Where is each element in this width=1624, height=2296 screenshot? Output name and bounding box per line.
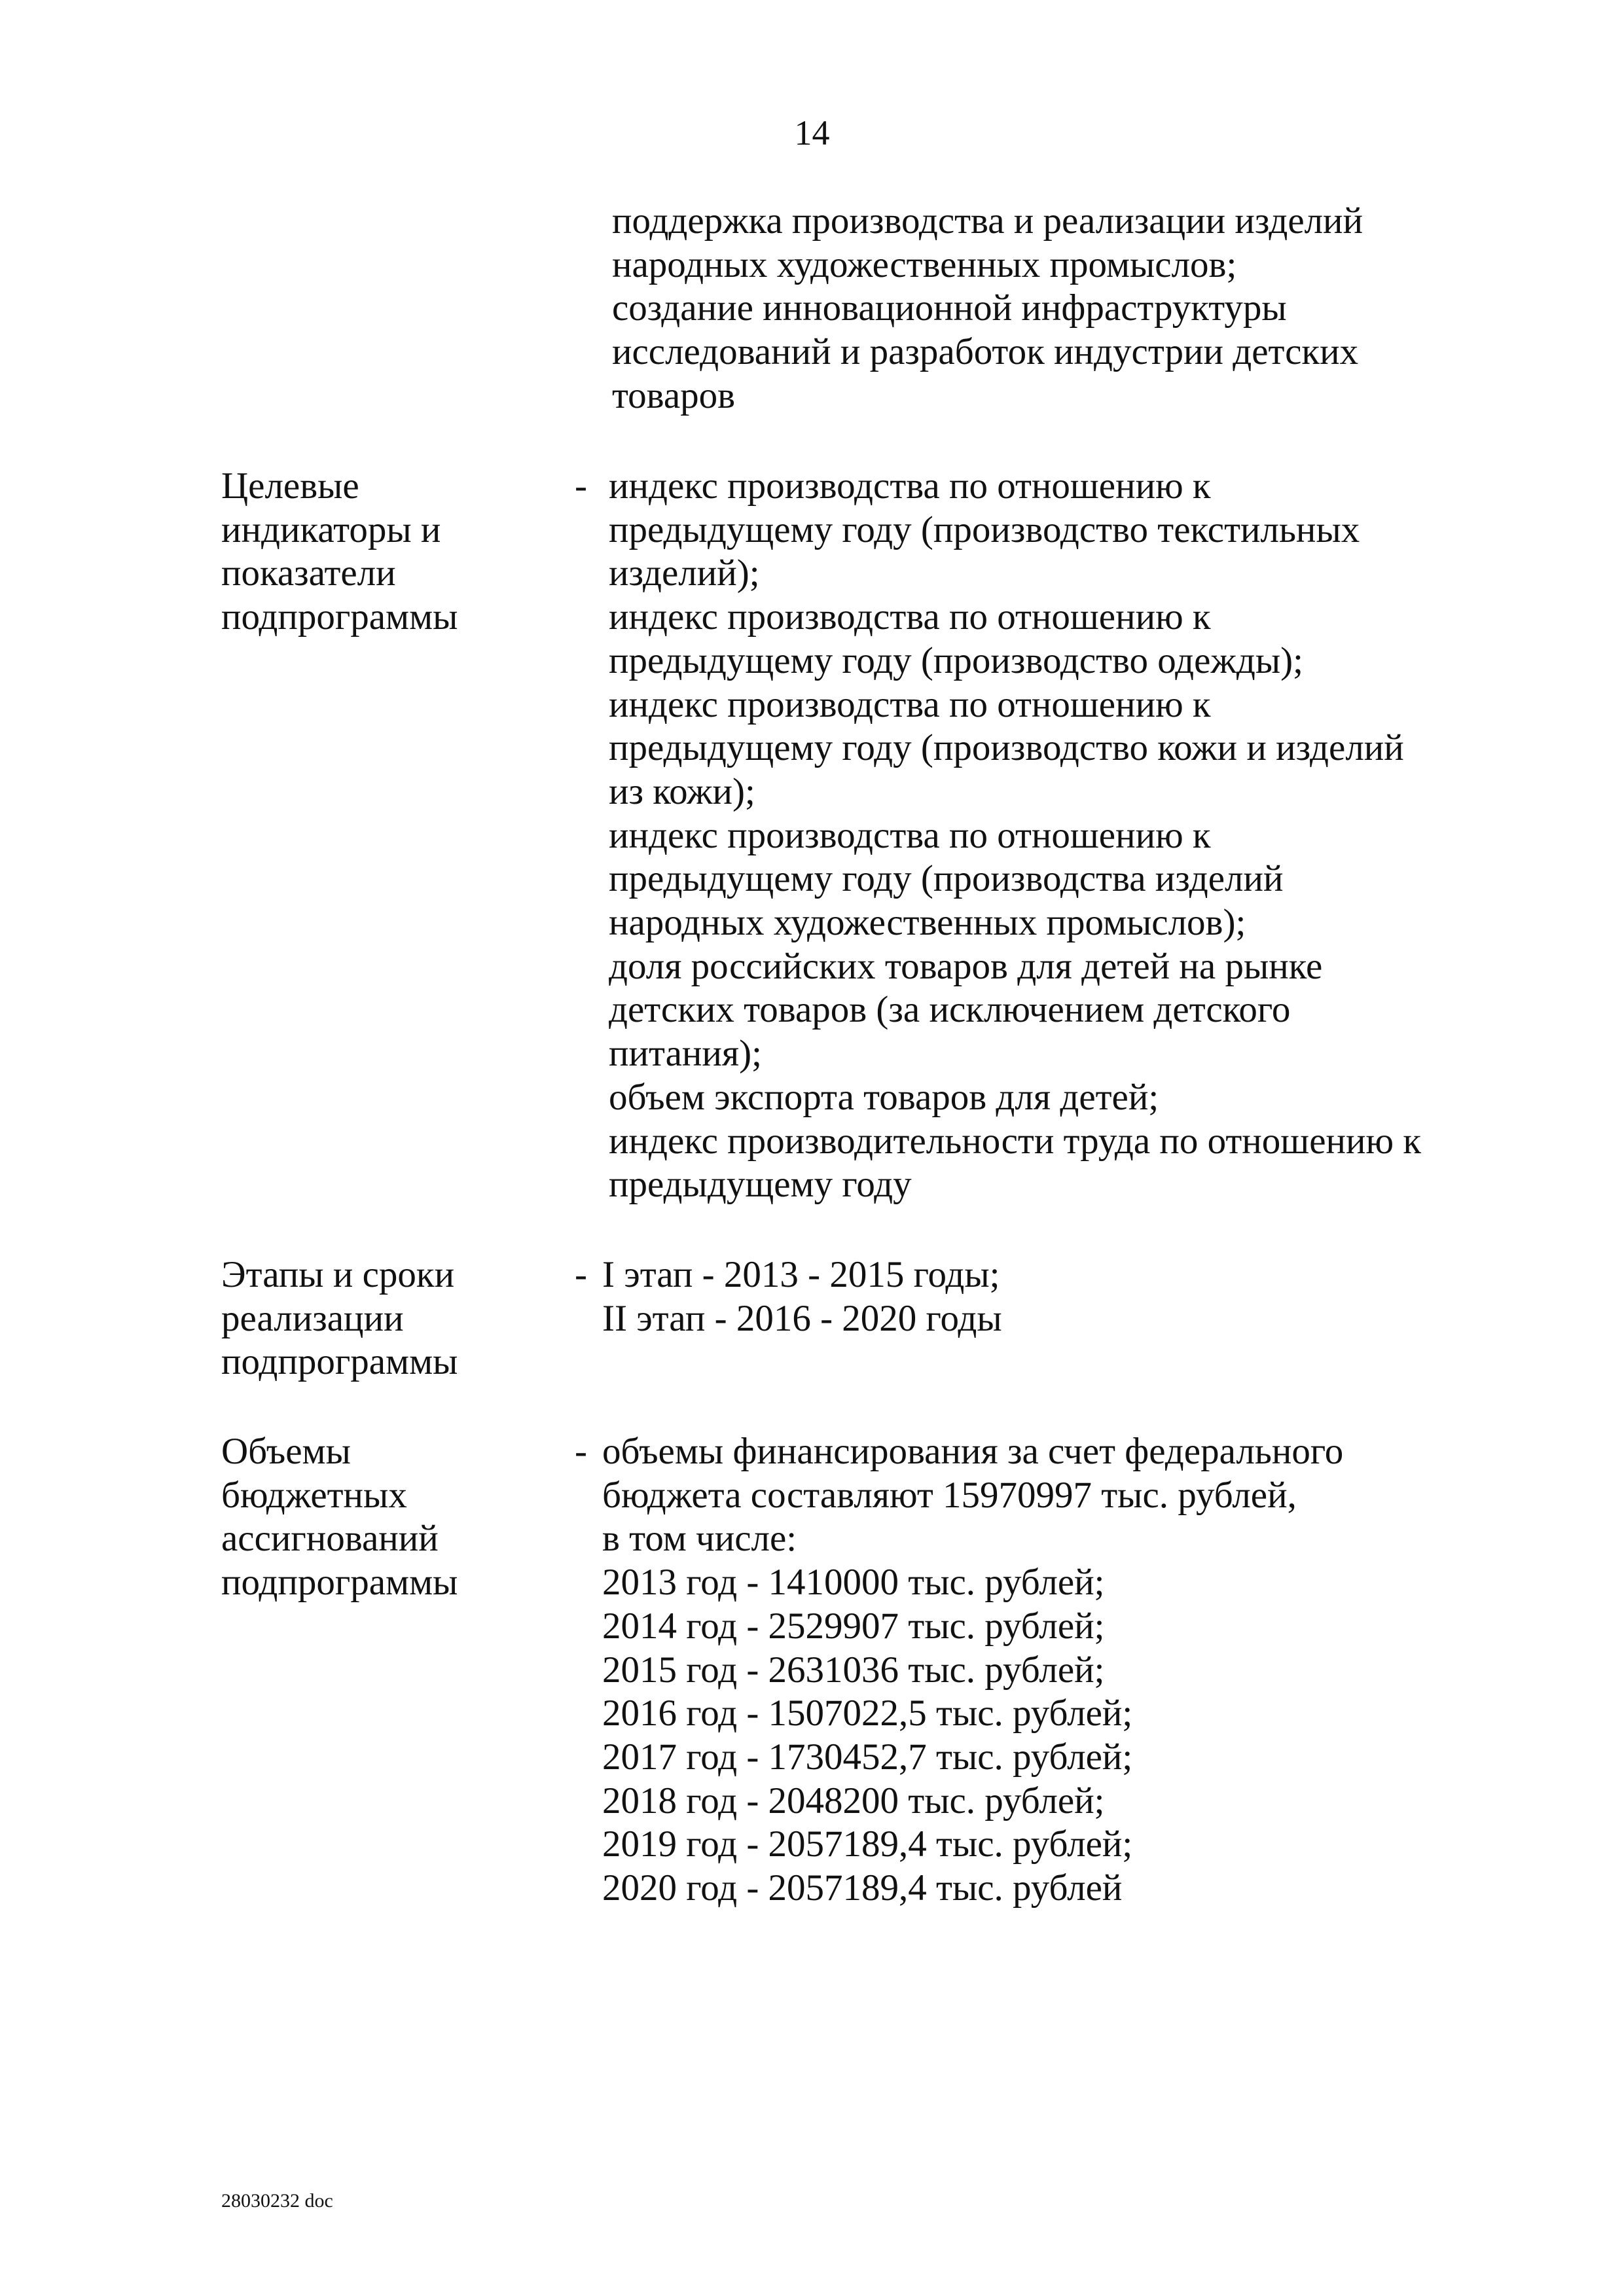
value-line: предыдущему году (производства изделий — [609, 858, 1284, 900]
value-line: питания); — [609, 1033, 762, 1075]
label-line: ассигнований — [221, 1518, 439, 1560]
page-number: 14 — [794, 113, 830, 152]
section-value-budget — [602, 1430, 1343, 1910]
value-line: индекс производительности труда по отношению к — [609, 1120, 1422, 1162]
intro-line: товаров — [612, 374, 736, 416]
intro-line: поддержка производства и реализации изделий — [612, 200, 1363, 242]
label-line: показатели — [221, 552, 396, 594]
value-line: объемы финансирования за счет федерального — [602, 1431, 1344, 1472]
intro-text — [612, 200, 1363, 418]
value-line: индекс производства по отношению к — [609, 683, 1211, 725]
value-line: народных художественных промыслов); — [609, 902, 1246, 944]
value-line: 2017 год - 1730452,7 тыс. рублей; — [602, 1736, 1133, 1778]
value-line: 2018 год - 2048200 тыс. рублей; — [602, 1780, 1105, 1821]
value-line: объем экспорта товаров для детей; — [609, 1076, 1159, 1118]
label-line: Этапы и сроки — [221, 1254, 455, 1295]
value-line: предыдущему году (производство одежды); — [609, 639, 1303, 681]
section-label-budget — [221, 1430, 458, 1605]
value-line: II этап - 2016 - 2020 годы — [602, 1297, 1002, 1339]
footer-document-code: 28030232 doc — [221, 2190, 333, 2212]
value-line: 2014 год - 2529907 тыс. рублей; — [602, 1605, 1105, 1647]
value-line: детских товаров (за исключением детского — [609, 989, 1291, 1031]
value-line: в том числе: — [602, 1518, 797, 1560]
label-line: индикаторы и — [221, 509, 441, 550]
label-line: Целевые — [221, 465, 359, 507]
label-line: подпрограммы — [221, 596, 458, 638]
value-line: предыдущему году (производство текстильных — [609, 509, 1360, 550]
label-line: бюджетных — [221, 1474, 407, 1516]
section-value-indicators — [609, 465, 1421, 1207]
value-line: 2019 год - 2057189,4 тыс. рублей; — [602, 1823, 1133, 1865]
value-line: доля российских товаров для детей на рынке — [609, 945, 1323, 987]
section-label-indicators — [221, 465, 458, 639]
intro-line: создание инновационной инфраструктуры — [612, 287, 1287, 329]
value-line: бюджета составляют 15970997 тыс. рублей, — [602, 1474, 1297, 1516]
label-line: подпрограммы — [221, 1562, 458, 1604]
section-label-stages — [221, 1253, 458, 1384]
value-line: индекс производства по отношению к — [609, 814, 1211, 856]
section-dash: - — [575, 1254, 587, 1295]
value-line: 2016 год - 1507022,5 тыс. рублей; — [602, 1693, 1133, 1734]
intro-line: народных художественных промыслов; — [612, 243, 1237, 285]
section-dash: - — [575, 465, 587, 507]
value-line: из кожи); — [609, 770, 755, 812]
label-line: реализации — [221, 1297, 404, 1339]
value-line: I этап - 2013 - 2015 годы; — [602, 1254, 1000, 1295]
section-value-stages — [602, 1253, 1002, 1340]
value-line: индекс производства по отношению к — [609, 465, 1211, 507]
value-line: предыдущему году (производство кожи и изделий — [609, 727, 1404, 769]
section-dash: - — [575, 1431, 587, 1472]
value-line: предыдущему году — [609, 1164, 912, 1206]
value-line: изделий); — [609, 552, 760, 594]
intro-line: исследований и разработок индустрии детских — [612, 331, 1359, 373]
label-line: Объемы — [221, 1431, 351, 1472]
value-line: индекс производства по отношению к — [609, 596, 1211, 638]
value-line: 2020 год - 2057189,4 тыс. рублей — [602, 1867, 1123, 1909]
value-line: 2015 год - 2631036 тыс. рублей; — [602, 1649, 1105, 1691]
value-line: 2013 год - 1410000 тыс. рублей; — [602, 1562, 1105, 1604]
label-line: подпрограммы — [221, 1341, 458, 1383]
